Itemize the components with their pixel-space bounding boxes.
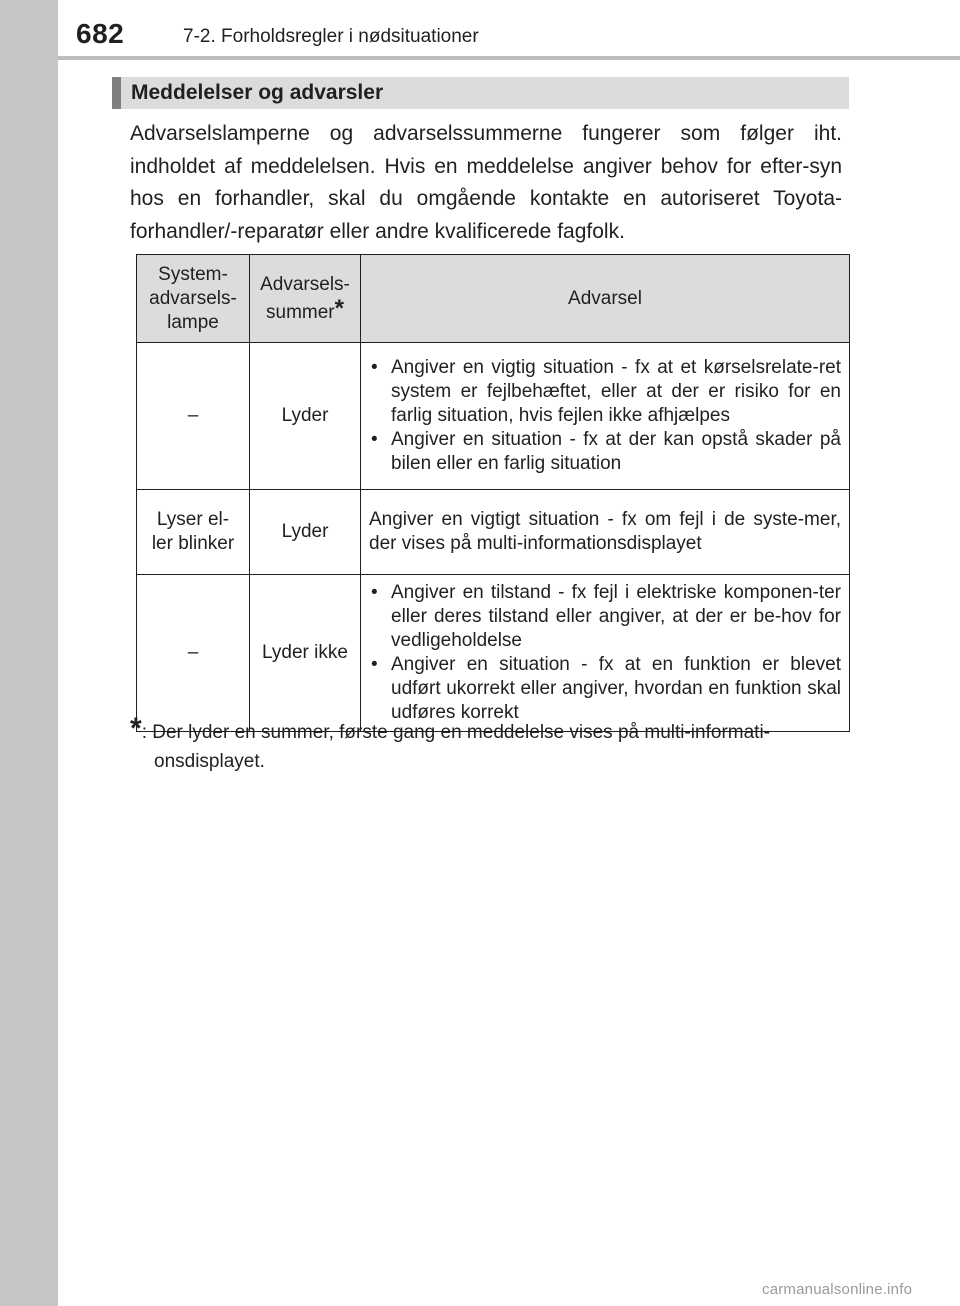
footnote-marker: * bbox=[334, 294, 344, 322]
table-header-row bbox=[137, 255, 850, 343]
footnote-star-icon: * bbox=[130, 712, 142, 745]
cell-buzzer: Lyder ikke bbox=[250, 575, 361, 732]
list-item bbox=[369, 653, 841, 725]
left-margin-bar bbox=[0, 0, 58, 1306]
bullet-icon: • bbox=[371, 582, 378, 603]
header-system-lamp-line: lampe bbox=[167, 311, 219, 333]
cell-warning bbox=[361, 575, 850, 732]
chapter-title: 7-2. Forholdsregler i nødsituationer bbox=[183, 26, 479, 47]
list-item bbox=[369, 428, 841, 476]
cell-lamp-line: ler blinker bbox=[151, 533, 235, 554]
footnote-text-continued: onsdisplayet. bbox=[154, 751, 265, 772]
header-system-lamp-line: System- bbox=[158, 263, 228, 285]
list-item-text: Angiver en tilstand - fx fejl i elektriske komponen-ter eller deres tilstand eller angiver, at der er be-hov for vedligeholdelse bbox=[391, 582, 841, 651]
header-buzzer-line: summer bbox=[266, 301, 335, 323]
warning-table bbox=[136, 254, 850, 732]
cell-buzzer: Lyder bbox=[250, 343, 361, 490]
list-item bbox=[369, 581, 841, 653]
cell-lamp bbox=[137, 490, 250, 575]
header-system-lamp-line: advarsels- bbox=[149, 287, 237, 309]
warning-list bbox=[369, 356, 841, 476]
header-buzzer-line: Advarsels- bbox=[260, 273, 350, 295]
cell-warning bbox=[361, 343, 850, 490]
cell-lamp: – bbox=[137, 343, 250, 490]
page-number: 682 bbox=[76, 18, 125, 49]
section-heading-accent bbox=[112, 77, 121, 109]
cell-lamp: – bbox=[137, 575, 250, 732]
warning-list bbox=[369, 581, 841, 725]
list-item-text: Angiver en vigtig situation - fx at et kørselsrelate-ret system er fejlbehæftet, eller at der er risiko for en farlig situation, hvis fejlen ikke afhjælpes bbox=[391, 357, 841, 426]
footnote bbox=[130, 712, 842, 776]
table-row bbox=[137, 575, 850, 732]
list-item-text: Angiver en situation - fx at en funktion er blevet udført ukorrekt eller angiver, hvordan en funktion skal udføres korrekt bbox=[391, 654, 841, 723]
cell-lamp-line: Lyser el- bbox=[156, 509, 230, 530]
table-row bbox=[137, 490, 850, 575]
list-item bbox=[369, 356, 841, 428]
header-rule bbox=[58, 56, 960, 60]
bullet-icon: • bbox=[371, 654, 378, 675]
bullet-icon: • bbox=[371, 429, 378, 450]
intro-paragraph: Advarselslamperne og advarselssummerne fungerer som følger iht. indholdet af meddelelsen. Hvis en meddelelse angiver behov for efter-syn hos en forhandler, skal du omgående kontakte en autoriseret Toyota-forhandler/-reparatør eller andre kvalificerede fagfolk. bbox=[130, 122, 842, 243]
section-title: Meddelelser og advarsler bbox=[131, 81, 384, 104]
header-system-lamp bbox=[137, 255, 250, 343]
cell-buzzer: Lyder bbox=[250, 490, 361, 575]
header-warning: Advarsel bbox=[361, 255, 850, 343]
header-buzzer bbox=[250, 255, 361, 343]
footnote-text: : Der lyder en summer, første gang en meddelelse vises på multi-informati- bbox=[141, 722, 770, 743]
table-row bbox=[137, 343, 850, 490]
cell-warning: Angiver en vigtigt situation - fx om fejl i de syste-mer, der vises på multi-informationsdisplayet bbox=[361, 490, 850, 575]
list-item-text: Angiver en situation - fx at der kan opstå skader på bilen eller en farlig situation bbox=[391, 429, 841, 474]
bullet-icon: • bbox=[371, 357, 378, 378]
watermark: carmanualsonline.info bbox=[762, 1281, 913, 1298]
section-heading bbox=[112, 77, 849, 109]
